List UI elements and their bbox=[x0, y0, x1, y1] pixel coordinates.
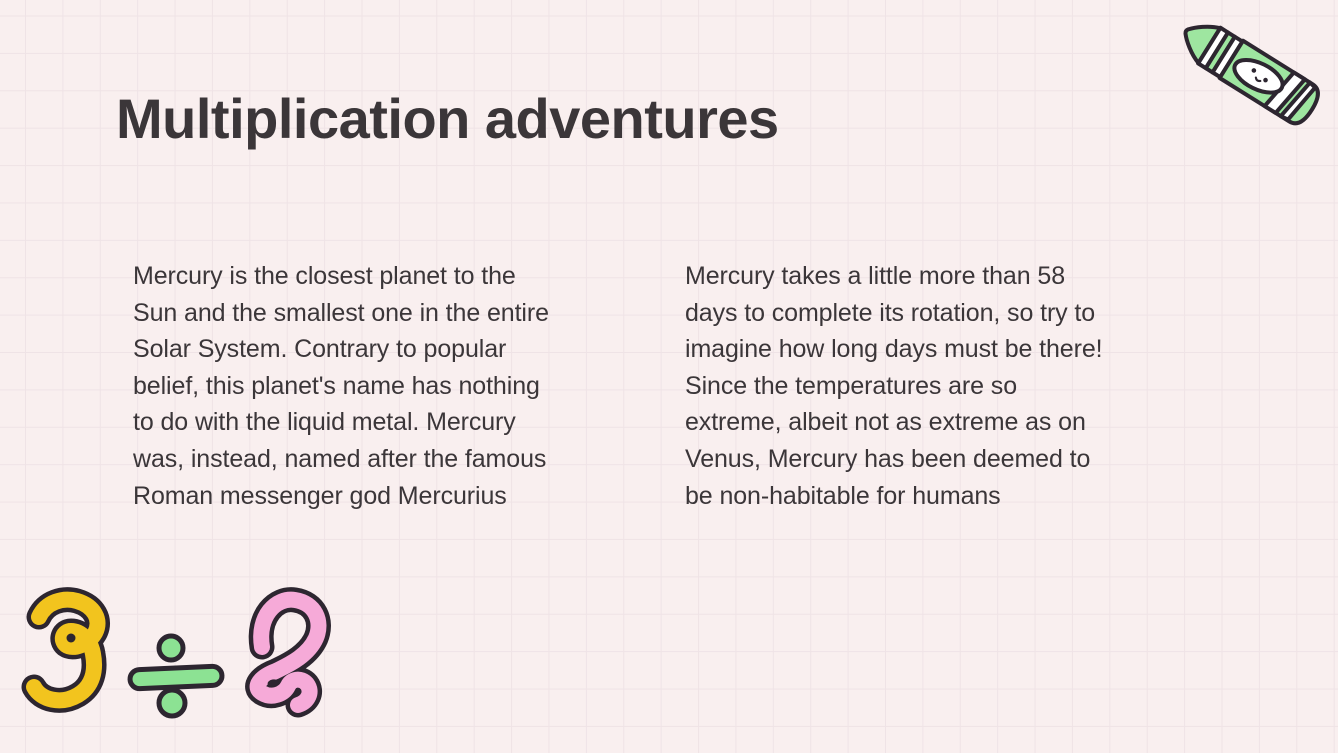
text-block-left bbox=[133, 258, 549, 514]
divide-sign-icon bbox=[130, 636, 223, 716]
crayon-label bbox=[1229, 53, 1287, 99]
text-line: Mercury is the closest planet to the bbox=[133, 262, 516, 290]
text-block-right bbox=[685, 258, 1102, 514]
digit-three-icon bbox=[34, 600, 98, 701]
text-line: be non-habitable for humans bbox=[685, 481, 1001, 510]
equation-illustration bbox=[0, 580, 360, 753]
text-line: Venus, Mercury has been deemed to bbox=[685, 444, 1091, 473]
text-line: Mercury takes a little more than 58 bbox=[685, 262, 1065, 290]
text-line: extreme, albeit not as extreme as on bbox=[685, 408, 1086, 437]
digit-two-icon bbox=[258, 600, 319, 705]
text-line: Since the temperatures are so bbox=[685, 371, 1018, 400]
crayon-svg bbox=[1168, 6, 1332, 137]
text-line: imagine how long days must be there! bbox=[685, 335, 1103, 364]
text-line: Solar System. Contrary to popular bbox=[133, 335, 507, 364]
text-line: belief, this planet's name has nothing bbox=[133, 371, 540, 400]
crayon-icon bbox=[1168, 6, 1332, 137]
text-line: days to complete its rotation, so try to bbox=[685, 298, 1096, 327]
slide-title: Multiplication adventures bbox=[116, 87, 779, 150]
text-line: to do with the liquid metal. Mercury bbox=[133, 408, 516, 437]
text-line: was, instead, named after the famous bbox=[133, 444, 547, 473]
text-line: Roman messenger god Mercurius bbox=[133, 481, 507, 510]
text-line: Sun and the smallest one in the entire bbox=[133, 298, 549, 327]
